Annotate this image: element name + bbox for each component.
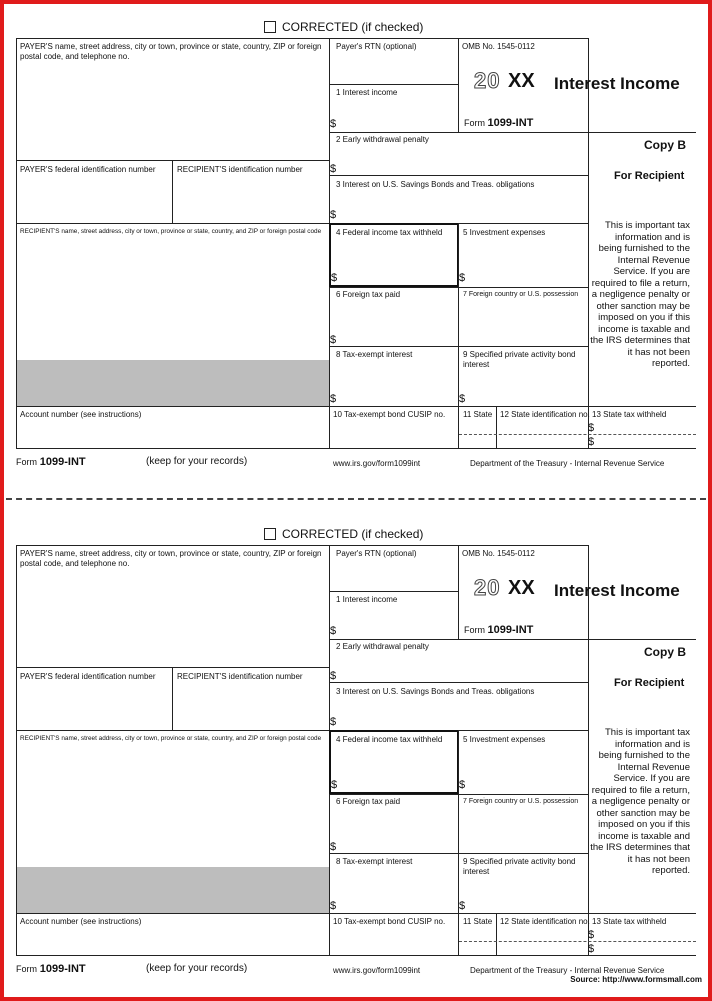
copy-panel-left [588, 639, 589, 955]
copy-b-label: Copy B [644, 138, 686, 152]
top-border [16, 545, 588, 546]
bottom-border [16, 955, 696, 956]
shaded-area [17, 867, 329, 913]
box3-label: 3 Interest on U.S. Savings Bonds and Treas. obligations [336, 687, 535, 696]
omb-left [458, 38, 459, 132]
box5-dollar: $ [459, 779, 466, 791]
id-row-bottom [16, 730, 329, 731]
corrected-checkbox-row[interactable] [264, 527, 423, 541]
box1-label: 1 Interest income [336, 595, 398, 604]
box10-label: 10 Tax-exempt bond CUSIP no. [333, 917, 446, 926]
box9-dollar: $ [459, 900, 466, 912]
box3-label: 3 Interest on U.S. Savings Bonds and Treas. obligations [336, 180, 535, 189]
year-suffix: XX [508, 577, 535, 599]
box13-label: 13 State tax withheld [592, 917, 667, 926]
recipient-info-label: RECIPIENT'S name, street address, city or town, province or state, country, and ZIP or foreign postal code [20, 735, 322, 742]
row-box6-top [329, 287, 588, 288]
account-top [16, 406, 329, 407]
account-top [16, 913, 329, 914]
row-box3-top [329, 175, 588, 176]
box7-label: 7 Foreign country or U.S. possession [463, 798, 579, 805]
box8-dollar: $ [330, 900, 337, 912]
row-box3-top [329, 682, 588, 683]
cut-line [6, 498, 706, 500]
copy-b-label: Copy B [644, 645, 686, 659]
row-box8-top [329, 346, 588, 347]
row-box6-top [329, 794, 588, 795]
box9-label: 9 Specified private activity bond interest [463, 350, 576, 369]
box1-dollar: $ [330, 625, 337, 637]
box13-dollar-2: $ [588, 943, 595, 955]
payer-rtn-label: Payer's RTN (optional) [336, 549, 417, 558]
id-row-bottom [16, 223, 329, 224]
box4-label: 4 Federal income tax withheld [336, 228, 443, 237]
form-prefix: Form [464, 625, 485, 635]
box1-dollar: $ [330, 118, 337, 130]
row-box10-top [329, 913, 696, 914]
row-box2-top [329, 639, 696, 640]
form-number: 1099-INT [487, 117, 534, 129]
box4-dollar: $ [331, 779, 338, 791]
form-title: Interest Income [554, 74, 680, 93]
recipient-id-label: RECIPIENT'S identification number [177, 672, 303, 681]
tax-notice: This is important tax information and is being furnished to the Internal Revenue Service. If you are required to file a return, a negligence penalty or other sanction may be imposed on you if this income is taxable and the IRS determines that it has not been reported. [590, 220, 690, 369]
omb-label: OMB No. 1545-0112 [462, 42, 535, 51]
box12-label: 12 State identification no. [500, 410, 590, 419]
box2-label: 2 Early withdrawal penalty [336, 642, 429, 651]
year-suffix: XX [508, 70, 535, 92]
footer-form-no: 1099-INT [39, 456, 86, 468]
tax-notice: This is important tax information and is being furnished to the Internal Revenue Service. If you are required to file a return, a negligence penalty or other sanction may be imposed on you if this income is taxable and the IRS determines that it has not been reported. [590, 727, 690, 876]
box6-label: 6 Foreign tax paid [336, 797, 401, 806]
box2-dollar: $ [330, 670, 337, 682]
source-credit: Source: http://www.formsmall.com [570, 975, 702, 984]
corrected-checkbox[interactable] [264, 528, 276, 540]
box11-divider [496, 406, 497, 448]
box13-dollar-2: $ [588, 436, 595, 448]
box9-label: 9 Specified private activity bond interest [463, 857, 576, 876]
form-title: Interest Income [554, 581, 680, 600]
state-dotted-line [459, 941, 696, 942]
box8-label: 8 Tax-exempt interest [336, 350, 413, 359]
box7-label: 7 Foreign country or U.S. possession [463, 291, 579, 298]
footer-form-prefix: Form [16, 964, 37, 974]
year-prefix: 20 [474, 68, 501, 93]
footer-url[interactable]: www.irs.gov/form1099int [333, 459, 421, 468]
box4-dollar: $ [331, 272, 338, 284]
payer-rtn-label: Payer's RTN (optional) [336, 42, 417, 51]
col-divider-mid [458, 223, 459, 448]
row-box8-top [329, 853, 588, 854]
bottom-border [16, 448, 696, 449]
footer-form-no: 1099-INT [39, 963, 86, 975]
box13-dollar-1: $ [588, 929, 595, 941]
copy-panel-left [588, 132, 589, 448]
footer-department: Department of the Treasury - Internal Revenue Service [470, 966, 665, 975]
box4-label: 4 Federal income tax withheld [336, 735, 443, 744]
footer-keep: (keep for your records) [146, 456, 248, 467]
recipient-info-label: RECIPIENT'S name, street address, city or town, province or state, country, and ZIP or foreign postal code [20, 228, 322, 235]
account-number-label: Account number (see instructions) [20, 917, 142, 926]
box11-label: 11 State [463, 410, 493, 419]
box5-dollar: $ [459, 272, 466, 284]
box5-label: 5 Investment expenses [463, 228, 546, 237]
corrected-checkbox[interactable] [264, 21, 276, 33]
box11-divider [496, 913, 497, 955]
for-recipient-label: For Recipient [614, 677, 685, 689]
footer-form-prefix: Form [16, 457, 37, 467]
id-divider [172, 160, 173, 223]
box8-dollar: $ [330, 393, 337, 405]
account-number-label: Account number (see instructions) [20, 410, 142, 419]
corrected-label: CORRECTED (if checked) [282, 527, 424, 541]
corrected-checkbox-row[interactable] [264, 20, 423, 34]
form-1099-int-copy-1 [16, 20, 696, 490]
payer-fed-id-label: PAYER'S federal identification number [20, 165, 156, 174]
footer-department: Department of the Treasury - Internal Revenue Service [470, 459, 665, 468]
form-label-top [464, 625, 533, 635]
recipient-id-label: RECIPIENT'S identification number [177, 165, 303, 174]
footer-keep: (keep for your records) [146, 963, 248, 974]
box13-label: 13 State tax withheld [592, 410, 667, 419]
box10-label: 10 Tax-exempt bond CUSIP no. [333, 410, 446, 419]
omb-label: OMB No. 1545-0112 [462, 549, 535, 558]
footer-form-number [16, 963, 86, 976]
row-box10-top [329, 406, 696, 407]
box6-dollar: $ [330, 334, 337, 346]
form-label-top [464, 118, 533, 128]
payer-info-label: PAYER'S name, street address, city or town, province or state, country, ZIP or foreign postal code, and telephone no. [20, 42, 322, 61]
box6-label: 6 Foreign tax paid [336, 290, 401, 299]
row-box2-top [329, 132, 696, 133]
payer-info-label: PAYER'S name, street address, city or town, province or state, country, ZIP or foreign postal code, and telephone no. [20, 549, 322, 568]
box2-dollar: $ [330, 163, 337, 175]
form-1099-int-copy-2 [16, 527, 696, 997]
top-border [16, 38, 588, 39]
shaded-area [17, 360, 329, 406]
rtn-bottom [329, 84, 458, 85]
box11-label: 11 State [463, 917, 493, 926]
box3-dollar: $ [330, 716, 337, 728]
rtn-bottom [329, 591, 458, 592]
box5-label: 5 Investment expenses [463, 735, 546, 744]
payer-fed-id-label: PAYER'S federal identification number [20, 672, 156, 681]
form-number: 1099-INT [487, 624, 534, 636]
box1-label: 1 Interest income [336, 88, 398, 97]
footer-form-number [16, 456, 86, 469]
box6-dollar: $ [330, 841, 337, 853]
box8-label: 8 Tax-exempt interest [336, 857, 413, 866]
box2-label: 2 Early withdrawal penalty [336, 135, 429, 144]
id-divider [172, 667, 173, 730]
box13-dollar-1: $ [588, 422, 595, 434]
corrected-label: CORRECTED (if checked) [282, 20, 424, 34]
form-prefix: Form [464, 118, 485, 128]
state-dotted-line [459, 434, 696, 435]
footer-url[interactable]: www.irs.gov/form1099int [333, 966, 421, 975]
box3-dollar: $ [330, 209, 337, 221]
omb-left [458, 545, 459, 639]
box9-dollar: $ [459, 393, 466, 405]
for-recipient-label: For Recipient [614, 170, 685, 182]
year-prefix: 20 [474, 575, 501, 600]
box12-label: 12 State identification no. [500, 917, 590, 926]
col-divider-mid [458, 730, 459, 955]
